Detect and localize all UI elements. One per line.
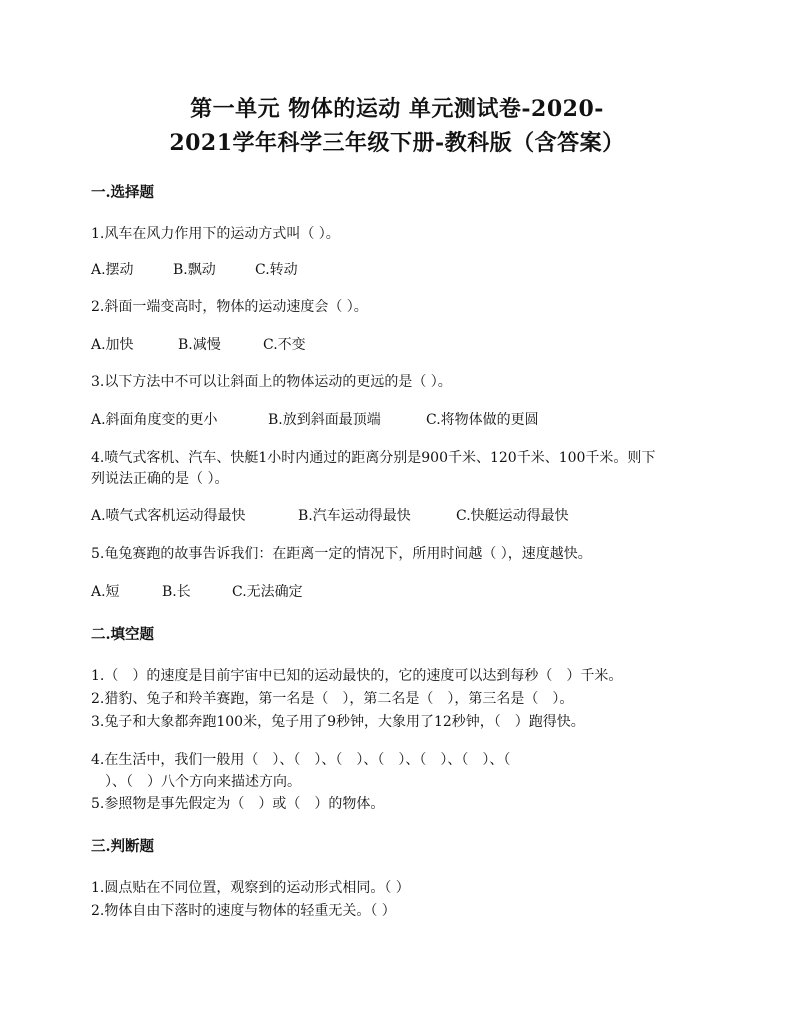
question-text: 1.风车在风力作用下的运动方式叫（ ）。 [91,226,340,242]
fill-question: 3.兔子和大象都奔跑100米，兔子用了9秒钟，大象用了12秒钟，（ ）跑得快。 [91,714,585,730]
option-b: B.放到斜面最顶端 [268,412,381,428]
option-b: B.长 [162,584,191,600]
option-b: B.汽车运动得最快 [298,508,411,524]
fill-question: 1.（ ）的速度是目前宇宙中已知的运动最快的，它的速度可以达到每秒（ ）千米。 [91,668,623,684]
option-b: B.飘动 [173,262,216,278]
option-b: B.减慢 [178,337,221,353]
question-text: 4.喷气式客机、汽车、快艇1小时内通过的距离分别是900千米、120千米、100千米。则下 [91,450,656,466]
option-c: C.转动 [255,262,298,278]
question-text-continued: 列说法正确的是（ ）。 [91,471,229,487]
fill-question-continued: ）、（ ）八个方向来描述方向。 [91,774,301,790]
section-heading-fill: 二.填空题 [91,626,155,643]
section-heading-choice: 一.选择题 [91,184,155,201]
option-a: A.加快 [91,337,134,353]
question-text: 2.斜面一端变高时，物体的运动速度会（ ）。 [91,299,368,315]
section-heading-judge: 三.判断题 [91,838,155,855]
fill-question: 2.猎豹、兔子和羚羊赛跑，第一名是（ ），第二名是（ ），第三名是（ ）。 [91,691,574,707]
fill-question: 4.在生活中，我们一般用（ ）、（ ）、（ ）、（ ）、（ ）、（ ）、（ [91,752,511,768]
option-c: C.不变 [263,337,306,353]
option-a: A.喷气式客机运动得最快 [91,508,246,524]
option-a: A.斜面角度变的更小 [91,412,218,428]
option-c: C.无法确定 [232,584,303,600]
fill-question: 5.参照物是事先假定为（ ）或（ ）的物体。 [91,796,385,812]
question-text: 5.龟兔赛跑的故事告诉我们：在距离一定的情况下，所用时间越（ ），速度越快。 [91,546,592,562]
option-a: A.摆动 [91,262,134,278]
option-c: C.快艇运动得最快 [456,508,569,524]
question-text: 3.以下方法中不可以让斜面上的物体运动的更远的是（ ）。 [91,374,452,390]
document-title-line1: 第一单元 物体的运动 单元测试卷-2020- [190,96,604,122]
document-title-line2: 2021学年科学三年级下册-教科版（含答案） [169,130,625,156]
option-c: C.将物体做的更圆 [426,412,539,428]
judge-question: 1.圆点贴在不同位置，观察到的运动形式相同。（ ） [91,880,410,896]
judge-question: 2.物体自由下落时的速度与物体的轻重无关。（ ） [91,903,396,919]
option-a: A.短 [91,584,120,600]
